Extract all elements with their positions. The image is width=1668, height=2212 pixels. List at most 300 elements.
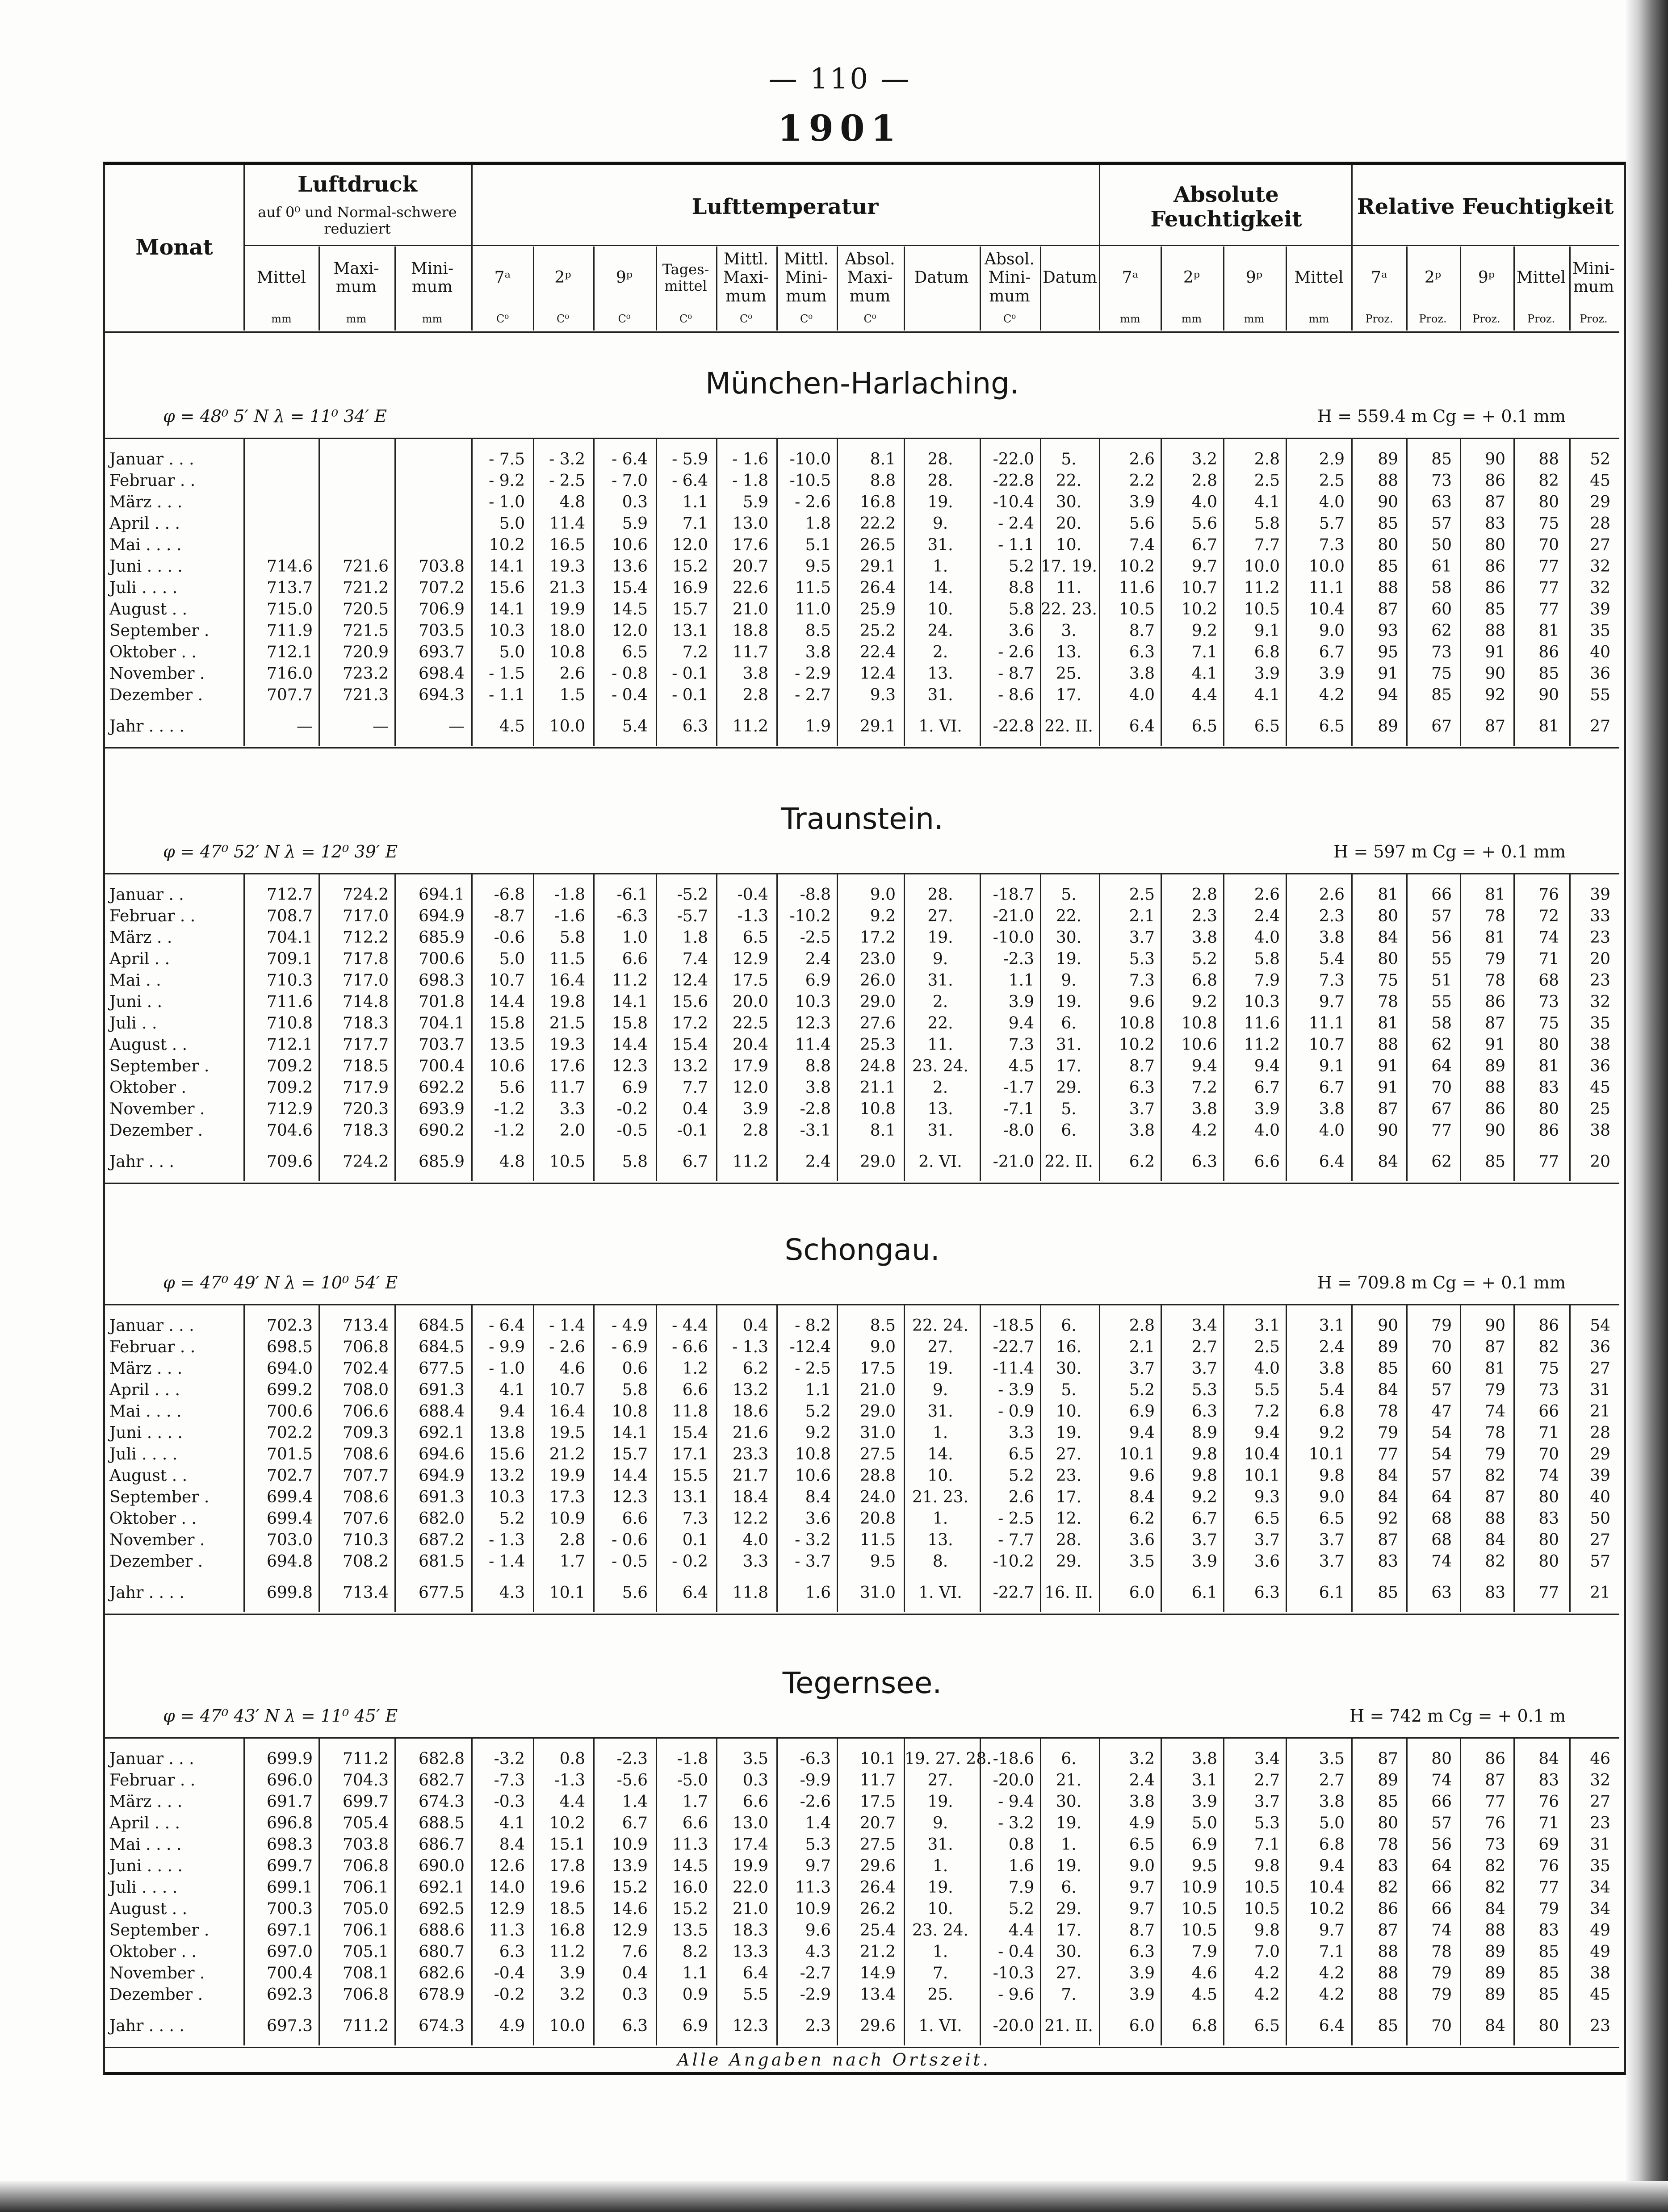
- cell-a7: 3.2: [1129, 1750, 1155, 1768]
- cell-t-mmax: 13.3: [732, 1943, 768, 1961]
- cell-a9: 9.3: [1254, 1488, 1280, 1506]
- cell-t-mmin: 3.6: [805, 1510, 831, 1528]
- cell-r-min: 20: [1590, 1153, 1610, 1171]
- cell-ld-mittel: 707.7: [266, 686, 313, 704]
- cell-a9: 3.9: [1254, 1100, 1280, 1118]
- cell-t-dat1: 1.: [932, 1943, 948, 1961]
- cell-a-mittel: 3.8: [1319, 1100, 1345, 1118]
- cell-a2: 2.3: [1191, 907, 1217, 925]
- cell-a9: 9.8: [1254, 1857, 1280, 1875]
- cell-ld-min: 681.5: [418, 1552, 465, 1571]
- cell-r-mittel: 85: [1538, 1964, 1559, 1982]
- table-row: [105, 1444, 1619, 1465]
- cell-t-dat2: 12.: [1056, 1510, 1082, 1528]
- cell-t-tag: -5.0: [677, 1771, 708, 1790]
- cell-ld-mittel: 699.9: [266, 1750, 313, 1768]
- cell-t-dat1: 13.: [927, 665, 953, 683]
- cell-a2: 6.8: [1191, 971, 1217, 990]
- cell-t7: -7.3: [494, 1771, 525, 1790]
- cell-t-mmax: 23.3: [732, 1445, 768, 1464]
- cell-r9: 82: [1485, 1467, 1505, 1485]
- cell-month: Dezember .: [109, 1121, 203, 1140]
- cell-r7: 87: [1378, 1531, 1398, 1549]
- cell-r-min: 32: [1590, 557, 1610, 576]
- cell-t2: 0.8: [559, 1750, 585, 1768]
- cell-r-min: 28: [1590, 1424, 1610, 1442]
- cell-t-dat2: 11.: [1056, 579, 1082, 597]
- cell-t-mmax: 4.0: [742, 1531, 768, 1549]
- unit-r-min: Proz.: [1580, 313, 1608, 326]
- cell-r-min: 35: [1590, 1857, 1610, 1875]
- cell-r7: 85: [1378, 557, 1398, 576]
- cell-a7: 3.8: [1129, 1121, 1155, 1140]
- cell-t-tag: 13.1: [672, 622, 708, 640]
- cell-t9: 13.9: [612, 1857, 648, 1875]
- cell-ld-mittel: 711.9: [266, 622, 313, 640]
- cell-t-dat2: 30.: [1056, 1359, 1082, 1378]
- cell-a7: 6.0: [1129, 2017, 1155, 2035]
- cell-ld-min: 694.9: [418, 907, 465, 925]
- cell-a-mittel: 6.8: [1319, 1402, 1345, 1421]
- cell-r-min: 40: [1590, 1488, 1610, 1506]
- cell-t-dat2: 6.: [1061, 1121, 1077, 1140]
- cell-r7: 86: [1378, 1900, 1398, 1918]
- cell-a2: 5.0: [1191, 1814, 1217, 1832]
- cell-t-amax: 26.0: [859, 971, 896, 990]
- cell-t-dat2: 20.: [1056, 514, 1082, 533]
- cell-a2: 4.2: [1191, 1121, 1217, 1140]
- cell-t9: 6.6: [622, 950, 648, 968]
- cell-t-mmax: 6.2: [742, 1359, 768, 1378]
- cell-a-mittel: 3.1: [1319, 1317, 1345, 1335]
- cell-t-tag: 15.2: [672, 557, 708, 576]
- cell-t-mmin: 1.4: [805, 1814, 831, 1832]
- cell-t-amin: 3.3: [1008, 1424, 1034, 1442]
- cell-a9: 2.6: [1254, 886, 1280, 904]
- cell-t-mmin: - 3.2: [795, 1531, 831, 1549]
- cell-r-mittel: 77: [1538, 1153, 1559, 1171]
- station-title: Tegernsee.: [782, 1666, 942, 1700]
- cell-a7: 4.9: [1129, 1814, 1155, 1832]
- cell-t7: 5.0: [499, 514, 525, 533]
- cell-r2: 58: [1431, 1014, 1452, 1033]
- cell-t-mmax: 12.0: [732, 1079, 768, 1097]
- cell-a2: 3.4: [1191, 1317, 1217, 1335]
- cell-t-amax: 26.5: [859, 536, 896, 554]
- cell-t9: - 0.5: [612, 1552, 648, 1571]
- cell-a7: 6.5: [1129, 1836, 1155, 1854]
- cell-t2: 21.2: [549, 1445, 585, 1464]
- cell-month: Dezember .: [109, 1986, 203, 2004]
- cell-r-min: 35: [1590, 1014, 1610, 1033]
- header-divider: [471, 165, 473, 330]
- station-title: Schongau.: [784, 1233, 940, 1267]
- cell-t9: 12.3: [612, 1057, 648, 1075]
- cell-a-mittel: 2.7: [1319, 1771, 1345, 1790]
- cell-t-mmax: 13.2: [732, 1381, 768, 1399]
- cell-r-min: 49: [1590, 1921, 1610, 1940]
- cell-t-mmin: -2.9: [800, 1986, 831, 2004]
- cell-ld-min: 693.9: [418, 1100, 465, 1118]
- cell-month: Mai . .: [109, 971, 161, 990]
- cell-a-mittel: 9.7: [1319, 993, 1345, 1011]
- cell-ld-max: 711.2: [342, 2017, 389, 2035]
- cell-a-mittel: 5.4: [1319, 950, 1345, 968]
- cell-ld-min: —: [448, 717, 465, 736]
- cell-ld-mittel: 699.1: [266, 1878, 313, 1897]
- table-row: [105, 1315, 1619, 1337]
- cell-t-mmax: 11.2: [732, 1153, 768, 1171]
- table-row: [105, 1401, 1619, 1422]
- cell-r9: 79: [1485, 1381, 1505, 1399]
- cell-t-amax: 31.0: [859, 1424, 896, 1442]
- cell-month: Januar . . .: [109, 1750, 194, 1768]
- cell-a9: 10.5: [1244, 1878, 1280, 1897]
- cell-t-mmax: 18.8: [732, 622, 768, 640]
- cell-t9: 1.0: [622, 928, 648, 947]
- cell-t2: 18.0: [549, 622, 585, 640]
- cell-a7: 7.4: [1129, 536, 1155, 554]
- cell-t2: 19.3: [549, 557, 585, 576]
- cell-ld-max: 708.0: [342, 1381, 389, 1399]
- cell-t-amax: 24.0: [859, 1488, 896, 1506]
- header-lufttemperatur: Lufttemperatur: [692, 194, 879, 220]
- cell-r9: 88: [1485, 1921, 1505, 1940]
- cell-t-mmin: 10.6: [795, 1467, 831, 1485]
- cell-r-min: 36: [1590, 1057, 1610, 1075]
- cell-t9: 14.4: [612, 1036, 648, 1054]
- cell-r2: 66: [1431, 1793, 1452, 1811]
- cell-t2: 16.4: [549, 1402, 585, 1421]
- cell-r-mittel: 71: [1538, 950, 1559, 968]
- block-bottom-rule: [105, 1614, 1619, 1615]
- cell-t-dat1: 1. VI.: [918, 2017, 962, 2035]
- cell-t7: - 1.0: [489, 493, 525, 511]
- cell-r2: 66: [1431, 1900, 1452, 1918]
- cell-t-dat1: 2.: [932, 993, 948, 1011]
- cell-r9: 84: [1485, 1531, 1505, 1549]
- cell-t7: - 7.5: [489, 450, 525, 468]
- table-row: [105, 1748, 1619, 1770]
- cell-r2: 55: [1431, 993, 1452, 1011]
- table-row: [105, 1941, 1619, 1963]
- cell-t-tag: 7.2: [682, 643, 708, 661]
- cell-t-amax: 8.8: [870, 472, 896, 490]
- cell-t-mmin: 1.6: [805, 1584, 831, 1602]
- cell-t-mmin: 12.3: [795, 1014, 831, 1033]
- cell-r9: 86: [1485, 1750, 1505, 1768]
- cell-ld-min: 678.9: [418, 1986, 465, 2004]
- cell-a7: 2.4: [1129, 1771, 1155, 1790]
- cell-t-mmax: 21.0: [732, 600, 768, 619]
- cell-t-mmax: 0.3: [742, 1771, 768, 1790]
- cell-t-mmin: 9.7: [805, 1857, 831, 1875]
- cell-r7: 89: [1378, 1771, 1398, 1790]
- cell-r7: 90: [1378, 1317, 1398, 1335]
- cell-t-mmax: 18.4: [732, 1488, 768, 1506]
- cell-a2: 9.5: [1191, 1857, 1217, 1875]
- cell-t7: -1.2: [494, 1100, 525, 1118]
- cell-r9: 81: [1485, 886, 1505, 904]
- cell-t-mmin: -6.3: [800, 1750, 831, 1768]
- scan-dark-edge: [1626, 0, 1668, 2212]
- cell-r9: 84: [1485, 1900, 1505, 1918]
- table-row: [105, 1791, 1619, 1813]
- cell-t-amax: 29.0: [859, 993, 896, 1011]
- cell-t2: 1.7: [559, 1552, 585, 1571]
- table-row: [105, 599, 1619, 620]
- cell-r9: 87: [1485, 1488, 1505, 1506]
- cell-t-amin: 0.8: [1008, 1836, 1034, 1854]
- cell-ld-max: 710.3: [342, 1531, 389, 1549]
- cell-t7: 10.2: [489, 536, 525, 554]
- cell-r-min: 36: [1590, 1338, 1610, 1356]
- cell-ld-mittel: 708.7: [266, 907, 313, 925]
- cell-r-min: 27: [1590, 1793, 1610, 1811]
- cell-t-amax: 13.4: [859, 1986, 896, 2004]
- cell-t9: -6.3: [616, 907, 648, 925]
- cell-t-mmin: -2.7: [800, 1964, 831, 1982]
- cell-month: November .: [109, 1531, 205, 1549]
- cell-ld-min: 694.6: [418, 1445, 465, 1464]
- cell-r7: 85: [1378, 1793, 1398, 1811]
- cell-t-tag: 11.8: [672, 1402, 708, 1421]
- header-absolute-feuchtigkeit: Absolute Feuchtigkeit: [1150, 182, 1302, 232]
- cell-r-mittel: 72: [1538, 907, 1559, 925]
- cell-a2: 10.8: [1181, 1014, 1217, 1033]
- cell-ld-min: 691.3: [418, 1381, 465, 1399]
- cell-r7: 78: [1378, 993, 1398, 1011]
- cell-t-dat1: 2.: [932, 1079, 948, 1097]
- cell-t-tag: 1.8: [682, 928, 708, 947]
- cell-t-dat1: 1. VI.: [918, 1584, 962, 1602]
- unit-t-tag: C⁰: [679, 313, 692, 326]
- cell-a9: 5.3: [1254, 1814, 1280, 1832]
- cell-month: August . .: [109, 1036, 188, 1054]
- cell-t-dat2: 22. II.: [1044, 1153, 1093, 1171]
- cell-ld-min: 677.5: [418, 1359, 465, 1378]
- col-ld-max: Maxi-mum: [333, 259, 379, 296]
- cell-t-dat1: 1.: [932, 557, 948, 576]
- cell-t-dat2: 19.: [1056, 993, 1082, 1011]
- station-height: H = 742 m Cg = + 0.1 m: [1349, 1706, 1566, 1726]
- cell-a7: 9.7: [1129, 1900, 1155, 1918]
- cell-t2: - 3.2: [549, 450, 585, 468]
- cell-ld-mittel: 704.1: [266, 928, 313, 947]
- cell-t-dat2: 23.: [1056, 1467, 1082, 1485]
- cell-r2: 64: [1431, 1057, 1452, 1075]
- cell-t7: -8.7: [494, 907, 525, 925]
- cell-t2: 21.5: [549, 1014, 585, 1033]
- cell-a9: 11.2: [1244, 579, 1280, 597]
- cell-t-dat2: 30.: [1056, 493, 1082, 511]
- cell-ld-mittel: 709.1: [266, 950, 313, 968]
- cell-t-mmin: 8.5: [805, 622, 831, 640]
- table-row: [105, 1487, 1619, 1508]
- cell-t-amin: 6.5: [1008, 1445, 1034, 1464]
- cell-t-dat1: 9.: [932, 1381, 948, 1399]
- cell-t-tag: 17.2: [672, 1014, 708, 1033]
- cell-r-min: 21: [1590, 1584, 1610, 1602]
- cell-month: Juli . . . .: [109, 1878, 178, 1897]
- cell-t7: -0.2: [494, 1986, 525, 2004]
- cell-a7: 6.4: [1129, 717, 1155, 736]
- table-row: [105, 1380, 1619, 1401]
- cell-t-amin: -1.7: [1003, 1079, 1034, 1097]
- cell-t-dat2: 19.: [1056, 1424, 1082, 1442]
- cell-r-mittel: 81: [1538, 1057, 1559, 1075]
- cell-t-amax: 9.0: [870, 886, 896, 904]
- cell-t-amax: 25.2: [859, 622, 896, 640]
- cell-ld-mittel: —: [297, 717, 313, 736]
- cell-t-mmax: 6.5: [742, 928, 768, 947]
- cell-t-tag: 15.5: [672, 1467, 708, 1485]
- cell-t-amin: - 8.7: [998, 665, 1034, 683]
- cell-t2: 11.7: [549, 1079, 585, 1097]
- cell-t-amax: 17.5: [859, 1793, 896, 1811]
- cell-a2: 9.2: [1191, 993, 1217, 1011]
- cell-t-amax: 26.4: [859, 1878, 896, 1897]
- cell-t-mmin: 3.8: [805, 643, 831, 661]
- cell-a-mittel: 6.4: [1319, 2017, 1345, 2035]
- cell-t7: 4.3: [499, 1584, 525, 1602]
- cell-a9: 10.5: [1244, 1900, 1280, 1918]
- cell-t-dat1: 9.: [932, 1814, 948, 1832]
- cell-t-tag: 1.1: [682, 1964, 708, 1982]
- cell-r2: 74: [1431, 1552, 1452, 1571]
- cell-t-dat2: 29.: [1056, 1900, 1082, 1918]
- cell-a-mittel: 3.7: [1319, 1531, 1345, 1549]
- cell-ld-min: [395, 492, 465, 513]
- cell-t-mmax: 21.7: [732, 1467, 768, 1485]
- cell-a9: 9.1: [1254, 622, 1280, 640]
- cell-a-mittel: 4.2: [1319, 686, 1345, 704]
- cell-r-mittel: 80: [1538, 1036, 1559, 1054]
- unit-r-mittel: Proz.: [1527, 313, 1555, 326]
- cell-ld-min: 694.1: [418, 886, 465, 904]
- cell-month: Mai . . . .: [109, 1402, 182, 1421]
- col-t-tag: Tages-mittel: [662, 261, 709, 294]
- cell-r9: 79: [1485, 1445, 1505, 1464]
- cell-r-mittel: 85: [1538, 1986, 1559, 2004]
- cell-a-mittel: 9.7: [1319, 1921, 1345, 1940]
- cell-r-min: 40: [1590, 643, 1610, 661]
- cell-t9: 14.6: [612, 1900, 648, 1918]
- cell-month: April . .: [109, 950, 170, 968]
- cell-r7: 84: [1378, 928, 1398, 947]
- cell-t9: 6.5: [622, 643, 648, 661]
- cell-ld-max: 723.2: [342, 665, 389, 683]
- cell-month: Februar . .: [109, 472, 196, 490]
- cell-t-mmax: 5.9: [742, 493, 768, 511]
- cell-t-amin: - 7.7: [998, 1531, 1034, 1549]
- cell-t9: -6.1: [616, 886, 648, 904]
- cell-r9: 88: [1485, 1510, 1505, 1528]
- cell-t-amax: 10.8: [859, 1100, 896, 1118]
- cell-t9: - 7.0: [612, 472, 648, 490]
- cell-r-min: 25: [1590, 1100, 1610, 1118]
- cell-a2: 2.8: [1191, 886, 1217, 904]
- cell-ld-mittel: [246, 492, 313, 513]
- cell-ld-mittel: [246, 449, 313, 470]
- cell-t7: 4.1: [499, 1814, 525, 1832]
- cell-ld-mittel: 712.9: [266, 1100, 313, 1118]
- cell-t2: 2.0: [559, 1121, 585, 1140]
- cell-t-mmin: 5.3: [805, 1836, 831, 1854]
- cell-a9: 10.1: [1244, 1467, 1280, 1485]
- cell-t-amin: -21.0: [993, 1153, 1034, 1171]
- cell-t-amin: 4.4: [1008, 1921, 1034, 1940]
- cell-ld-min: 698.4: [418, 665, 465, 683]
- cell-t-dat1: 9.: [932, 950, 948, 968]
- cell-t-dat2: 7.: [1061, 1986, 1077, 2004]
- cell-r-mittel: 80: [1538, 1552, 1559, 1571]
- cell-t-mmin: -12.4: [789, 1338, 831, 1356]
- cell-a7: 10.2: [1119, 557, 1155, 576]
- cell-t7: 6.3: [499, 1943, 525, 1961]
- cell-t-mmin: -2.8: [800, 1100, 831, 1118]
- cell-t-amax: 27.5: [859, 1836, 896, 1854]
- cell-r9: 86: [1485, 993, 1505, 1011]
- cell-r2: 57: [1431, 907, 1452, 925]
- cell-ld-max: [319, 513, 389, 535]
- cell-t7: 10.3: [489, 1488, 525, 1506]
- cell-r-mittel: 84: [1538, 1750, 1559, 1768]
- cell-t-amax: 9.5: [870, 1552, 896, 1571]
- cell-t2: 19.8: [549, 993, 585, 1011]
- table-row: [105, 1813, 1619, 1834]
- cell-ld-mittel: 696.0: [266, 1771, 313, 1790]
- cell-r2: 63: [1431, 1584, 1452, 1602]
- cell-ld-min: 687.2: [418, 1531, 465, 1549]
- cell-r-mittel: 83: [1538, 1510, 1559, 1528]
- table-row: [105, 1422, 1619, 1444]
- cell-t-dat2: 17.: [1056, 686, 1082, 704]
- cell-month: Februar . .: [109, 1338, 196, 1356]
- cell-r9: 89: [1485, 1986, 1505, 2004]
- cell-t-dat1: 2. VI.: [918, 1153, 962, 1171]
- cell-a7: 3.5: [1129, 1552, 1155, 1571]
- cell-t9: -0.2: [616, 1100, 648, 1118]
- cell-t-tag: 15.4: [672, 1424, 708, 1442]
- cell-t-amax: 26.4: [859, 579, 896, 597]
- cell-r9: 86: [1485, 579, 1505, 597]
- cell-t-mmax: - 1.6: [732, 450, 768, 468]
- cell-ld-mittel: 702.7: [266, 1467, 313, 1485]
- cell-t-amin: - 2.5: [998, 1510, 1034, 1528]
- cell-ld-max: 706.8: [342, 1857, 389, 1875]
- cell-t-mmin: 11.0: [795, 600, 831, 619]
- cell-t-amax: 25.4: [859, 1921, 896, 1940]
- cell-r-min: 45: [1590, 472, 1610, 490]
- cell-t2: 2.8: [559, 1531, 585, 1549]
- table-row: [105, 1120, 1619, 1142]
- cell-a7: 2.5: [1129, 886, 1155, 904]
- cell-a9: 3.4: [1254, 1750, 1280, 1768]
- cell-t-amax: 10.1: [859, 1750, 896, 1768]
- cell-month: März . . .: [109, 1359, 183, 1378]
- cell-ld-min: 682.8: [418, 1750, 465, 1768]
- cell-a2: 3.8: [1191, 928, 1217, 947]
- cell-t2: 19.5: [549, 1424, 585, 1442]
- cell-t-amax: 11.5: [859, 1531, 896, 1549]
- cell-r-mittel: 76: [1538, 886, 1559, 904]
- cell-t-mmax: 11.2: [732, 717, 768, 736]
- cell-a-mittel: 3.5: [1319, 1750, 1345, 1768]
- cell-t-dat2: 21.: [1056, 1771, 1082, 1790]
- cell-r7: 80: [1378, 536, 1398, 554]
- col-r-min: Mini-mum: [1572, 259, 1615, 296]
